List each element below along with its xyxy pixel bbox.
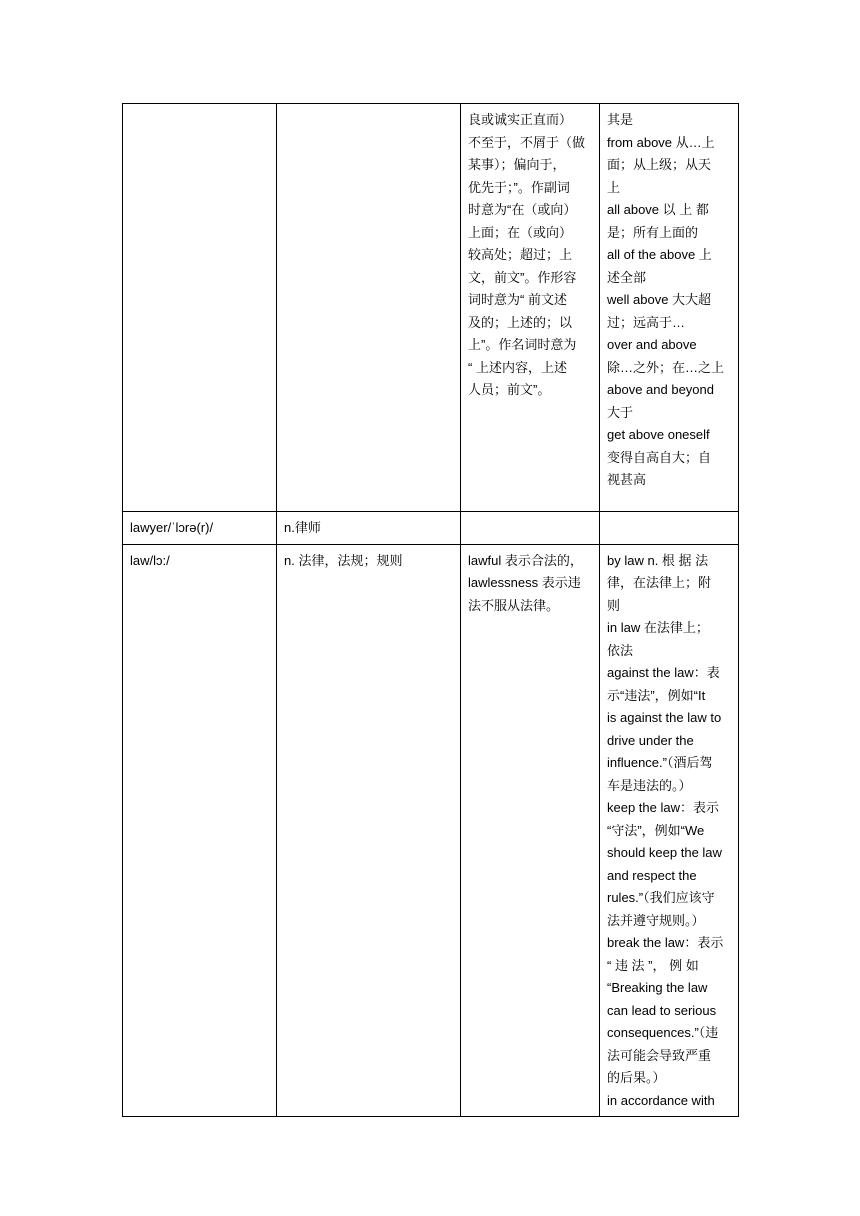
text-line: 时意为“在（或向） xyxy=(468,202,577,217)
text-line: lawful 表示合法的， xyxy=(468,552,583,568)
text-line: break the law：表示 xyxy=(607,935,724,950)
notes-cell xyxy=(461,512,600,545)
text-line: 法不服从法律。 xyxy=(468,597,560,613)
meaning-cell: n. 法律，法规；规则 xyxy=(277,544,461,1117)
text-line: 及的；上述的；以 xyxy=(468,314,573,330)
text-line: 变得自高自大；自 xyxy=(607,449,712,465)
text-line: all above 以 上 都 xyxy=(607,202,709,217)
text-line: 良或诚实正直而） xyxy=(468,112,573,127)
phrases-cell xyxy=(600,544,739,1117)
text-line: keep the law：表示 xyxy=(607,800,719,815)
text-line: 是；所有上面的 xyxy=(607,224,699,240)
text-line: 依法 xyxy=(607,642,634,658)
text-line: from above 从…上 xyxy=(607,134,715,150)
text-line: 上面；在（或向） xyxy=(468,224,573,240)
table-row-above xyxy=(123,104,739,512)
text-line: 示“违法”，例如“It xyxy=(607,687,706,703)
text-line: 车是违法的。） xyxy=(607,777,692,793)
text-line: influence.”（酒后驾 xyxy=(607,755,713,770)
text-line: should keep the law xyxy=(607,845,722,860)
text-line: 述全部 xyxy=(607,269,647,285)
text-line: all of the above 上 xyxy=(607,247,712,262)
text-line: 词时意为“ 前文述 xyxy=(468,292,567,307)
text-line: lawlessness 表示违 xyxy=(468,575,581,590)
phrases-cell xyxy=(600,512,739,545)
text-line: in law 在法律上； xyxy=(607,620,709,635)
text-line: 除…之外；在…之上 xyxy=(607,359,725,375)
text-line: 不至于，不屑于（做 xyxy=(468,134,586,150)
text-line: 法并遵守规则。） xyxy=(607,912,705,928)
notes-cell xyxy=(461,104,600,512)
text-line: 较高处；超过；上 xyxy=(468,247,573,262)
text-line: 某事）；偏向于， xyxy=(468,157,566,172)
text-line: against the law：表 xyxy=(607,665,720,680)
table-row-lawyer xyxy=(123,512,739,545)
vocabulary-table xyxy=(122,103,739,1117)
text-line: 大于 xyxy=(607,404,634,420)
text-line: in accordance with xyxy=(607,1092,715,1108)
table-row-law xyxy=(123,544,739,1117)
text-line: 文，前文”。作形容 xyxy=(468,269,577,285)
text-line: 则 xyxy=(607,597,621,613)
text-line: 律，在法律上；附 xyxy=(607,575,712,590)
word-cell xyxy=(123,104,277,512)
text-line: “守法”，例如“We xyxy=(607,822,705,838)
text-line: 法可能会导致严重 xyxy=(607,1047,712,1063)
text-line: consequences.”（违 xyxy=(607,1025,719,1040)
text-line: 人员；前文”。 xyxy=(468,382,551,397)
text-line: over and above xyxy=(607,337,697,352)
meaning-cell: n.律师 xyxy=(277,512,461,545)
text-line: “ 上述内容，上述 xyxy=(468,359,567,375)
text-line: above and beyond xyxy=(607,382,714,397)
text-line: by law n. 根 据 法 xyxy=(607,552,709,568)
text-line: 视甚高 xyxy=(607,472,647,487)
word-cell: law/lɔ:/ xyxy=(123,544,277,1117)
text-line: get above oneself xyxy=(607,427,710,442)
text-line: 上 xyxy=(607,179,621,195)
text-line: is against the law to xyxy=(607,710,722,725)
text-line: rules.”（我们应该守 xyxy=(607,890,715,905)
meaning-cell xyxy=(277,104,461,512)
text-line: well above 大大超 xyxy=(607,292,712,307)
text-line: and respect the xyxy=(607,867,697,883)
text-line: 的后果。） xyxy=(607,1070,666,1085)
text-line: “Breaking the law xyxy=(607,980,708,995)
text-line: “ 违 法 ”， 例 如 xyxy=(607,957,699,973)
notes-cell xyxy=(461,544,600,1117)
text-line: 上”。作名词时意为 xyxy=(468,337,577,352)
text-line: 其是 xyxy=(607,112,634,127)
phrases-cell xyxy=(600,104,739,512)
text-line: 过；远高于… xyxy=(607,314,686,330)
text-line: drive under the xyxy=(607,732,694,748)
word-cell: lawyer/ˈlɔrə(r)/ xyxy=(123,512,277,545)
text-line: can lead to serious xyxy=(607,1002,717,1018)
text-line: 面；从上级；从天 xyxy=(607,157,712,172)
text-line: 优先于；”。作副词 xyxy=(468,179,570,195)
